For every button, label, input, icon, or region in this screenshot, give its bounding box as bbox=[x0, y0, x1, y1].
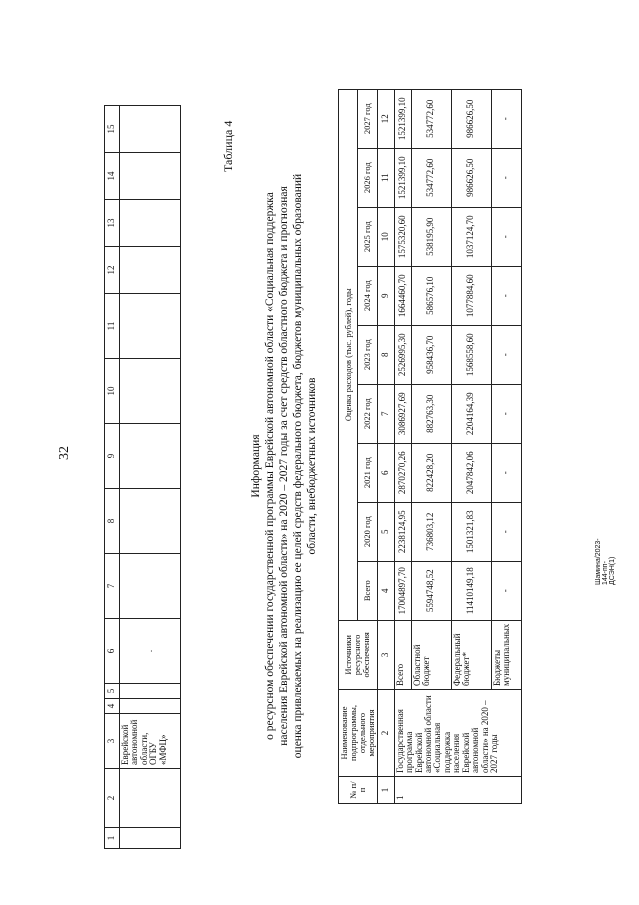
value-cell: 538195,90 bbox=[411, 207, 451, 266]
col-header: 13 bbox=[105, 200, 120, 247]
value-cell: 17004897,70 bbox=[394, 561, 411, 620]
index-cell: 6 bbox=[377, 443, 394, 502]
value-cell: 986626,50 bbox=[451, 89, 491, 148]
title-line: населения Еврейской автономной области» на 2020 – 2027 годы за счет средств областного бюджета и прогнозная bbox=[278, 186, 291, 746]
col-header: 12 bbox=[105, 247, 120, 294]
index-cell: 3 bbox=[377, 620, 394, 689]
head-name: Наименование подпрограммы, отдельного мероприятия bbox=[339, 690, 378, 777]
program-name: Государственная программа Еврейской автономной области «Социальная поддержка населения Еврейской автономной области» на 2020 – 2027 годы bbox=[394, 690, 521, 777]
index-cell: 8 bbox=[377, 325, 394, 384]
col-header: 6 bbox=[105, 619, 120, 684]
title-heading: Информация bbox=[250, 434, 262, 498]
index-cell: 2 bbox=[377, 690, 394, 777]
value-cell: 586576,10 bbox=[411, 266, 451, 325]
table-label: Таблица 4 bbox=[221, 120, 235, 172]
page-number: 32 bbox=[57, 446, 72, 460]
source-cell: Областной бюджет bbox=[411, 620, 451, 689]
index-cell: 11 bbox=[377, 148, 394, 207]
value-cell: 2047842,06 bbox=[451, 443, 491, 502]
value-cell: 5594748,52 bbox=[411, 561, 451, 620]
value-cell: - bbox=[491, 266, 521, 325]
head-year: 2025 год bbox=[358, 207, 377, 266]
value-cell: 11410149,18 bbox=[451, 561, 491, 620]
value-cell: 3086927,69 bbox=[394, 384, 411, 443]
head-year: 2024 год bbox=[358, 266, 377, 325]
value-cell: 958436,70 bbox=[411, 325, 451, 384]
value-cell: 2870270,26 bbox=[394, 443, 411, 502]
value-cell: 1568558,60 bbox=[451, 325, 491, 384]
head-group: Оценка расходов (тыс. рублей), годы bbox=[339, 89, 358, 620]
continuation-table bbox=[104, 105, 181, 849]
value-cell: 1037124,70 bbox=[451, 207, 491, 266]
head-year: 2022 год bbox=[358, 384, 377, 443]
value-cell: 2526995,30 bbox=[394, 325, 411, 384]
value-cell: 1501321,83 bbox=[451, 502, 491, 561]
source-cell: Всего bbox=[394, 620, 411, 689]
executor-cell: Еврейской автономной области, ОГБУ «МФЦ» bbox=[120, 714, 181, 769]
head-source: Источники ресурсного обеспечения bbox=[339, 620, 378, 689]
col-header: 5 bbox=[105, 684, 120, 699]
title-line: о ресурсном обеспечении государственной программы Еврейской автономной области «Социальная поддержка bbox=[264, 192, 277, 740]
value-cell: 882763,30 bbox=[411, 384, 451, 443]
value-cell: 986626,50 bbox=[451, 148, 491, 207]
index-cell: 12 bbox=[377, 89, 394, 148]
resource-table bbox=[338, 89, 522, 804]
program-num: 1 bbox=[394, 777, 521, 804]
col-header: 15 bbox=[105, 106, 120, 153]
head-year: 2027 год bbox=[358, 89, 377, 148]
value-cell: - bbox=[491, 502, 521, 561]
document-title bbox=[249, 156, 319, 776]
source-cell: Бюджеты муниципальных bbox=[491, 620, 521, 689]
dot-cell: . bbox=[120, 619, 181, 684]
index-cell: 5 bbox=[377, 502, 394, 561]
index-cell: 4 bbox=[377, 561, 394, 620]
col-header: 9 bbox=[105, 424, 120, 489]
value-cell: 1575320,60 bbox=[394, 207, 411, 266]
value-cell: - bbox=[491, 89, 521, 148]
col-header: 11 bbox=[105, 294, 120, 359]
value-cell: - bbox=[491, 148, 521, 207]
col-header: 2 bbox=[105, 769, 120, 828]
value-cell: 2238124,95 bbox=[394, 502, 411, 561]
col-header: 7 bbox=[105, 554, 120, 619]
title-line: оценка привлекаемых на реализацию ее целей средств федерального бюджета, бюджетов муниципальных образований bbox=[292, 173, 305, 759]
value-cell: - bbox=[491, 325, 521, 384]
head-year: 2021 год bbox=[358, 443, 377, 502]
col-header: 4 bbox=[105, 699, 120, 714]
value-cell: - bbox=[491, 384, 521, 443]
value-cell: 736803,12 bbox=[411, 502, 451, 561]
value-cell: 1521399,10 bbox=[394, 148, 411, 207]
head-year: 2023 год bbox=[358, 325, 377, 384]
document-code: Шамина/2023-144-пп-ДСЭН(1) bbox=[595, 538, 616, 585]
index-cell: 7 bbox=[377, 384, 394, 443]
value-cell: 1664460,70 bbox=[394, 266, 411, 325]
index-cell: 1 bbox=[377, 777, 394, 804]
value-cell: - bbox=[491, 561, 521, 620]
value-cell: 822428,20 bbox=[411, 443, 451, 502]
col-header: 14 bbox=[105, 153, 120, 200]
value-cell: - bbox=[491, 443, 521, 502]
value-cell: 1521399,10 bbox=[394, 89, 411, 148]
value-cell: 2204164,39 bbox=[451, 384, 491, 443]
value-cell: 534772,60 bbox=[411, 89, 451, 148]
head-year: 2020 год bbox=[358, 502, 377, 561]
head-num: № п/п bbox=[339, 777, 378, 804]
head-year: Всего bbox=[358, 561, 377, 620]
head-year: 2026 год bbox=[358, 148, 377, 207]
value-cell: - bbox=[491, 207, 521, 266]
source-cell: Федеральный бюджет* bbox=[451, 620, 491, 689]
col-header: 3 bbox=[105, 714, 120, 769]
col-header: 8 bbox=[105, 489, 120, 554]
col-header: 10 bbox=[105, 359, 120, 424]
value-cell: 534772,60 bbox=[411, 148, 451, 207]
title-line: области, внебюджетных источников bbox=[306, 377, 319, 555]
index-cell: 9 bbox=[377, 266, 394, 325]
index-cell: 10 bbox=[377, 207, 394, 266]
col-header: 1 bbox=[105, 828, 120, 849]
value-cell: 1077884,60 bbox=[451, 266, 491, 325]
